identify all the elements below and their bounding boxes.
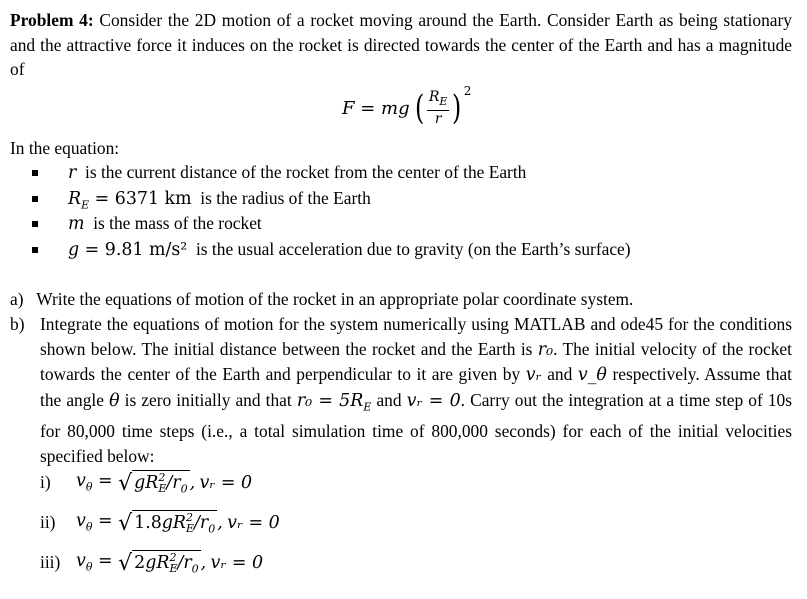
sqrt-expression: √ $gR^2_E/r_0$: [118, 471, 188, 497]
case-i: i) $v_\theta$ = √ $gR^2_E/r_0$ , vᵣ = 0: [40, 471, 253, 497]
variable-value: = 9.81 m/s²: [79, 239, 188, 260]
sqrt-expression: √ $2gR^2_E/r_0$: [118, 551, 199, 577]
bullet-square-icon: [32, 196, 38, 202]
case-separator: ,: [189, 472, 196, 493]
equation-numerator-sub: E: [439, 94, 448, 108]
part-b-text-5: . Carry out the integration at a time step of 10s for 80,000 time steps (i.e., a total simulation time of 800,000 seconds) for each of the initial velocities specified below:: [40, 389, 792, 466]
intro-text: Consider the 2D motion of a rocket moving around the Earth. Consider Earth as being stationary and the attractive force it induces on the rocket is directed towards the center of the Earth and has a magnitude of: [10, 10, 792, 79]
right-paren: ): [452, 88, 462, 128]
part-a: [10, 287, 633, 312]
case-coefficient: 2: [134, 552, 146, 573]
variable-description: is the current distance of the rocket from the center of the Earth: [85, 162, 527, 182]
bullet-square-icon: [32, 170, 38, 176]
part-b-text-2: . The initial velocity of the rocket towards the center of the Earth and perpendicular to it are given by: [40, 338, 792, 384]
part-a-label: a): [10, 289, 24, 309]
left-paren: (: [414, 88, 424, 128]
case-separator: ,: [200, 552, 207, 573]
variable-subscript: E: [81, 197, 90, 211]
case-vr: vᵣ = 0: [199, 472, 253, 493]
part-b-text: Integrate the equations of motion for the system numerically using MATLAB and ode45 for the conditions shown below. The initial distance between the rocket and the Earth is r₀. The initial velocity of the rocket towards the center of the Earth and perpendicular to it are given by vᵣ and v_θ respectively. Assume that the angle θ is zero initially and that $r_0 = 5R_E$ and vᵣ = 0. Carry out the integration at a time step of 10s for 80,000 time steps (i.e., a total simulation time of 800,000 seconds) for each of the initial velocities specified below:: [40, 314, 792, 466]
variable-description: is the mass of the rocket: [93, 213, 262, 233]
part-b-text-3: respectively. Assume that the angle: [40, 364, 792, 410]
case-vr: vᵣ = 0: [227, 512, 280, 533]
variable-description: is the usual acceleration due to gravity (on the Earth’s surface): [195, 238, 631, 259]
part-b-text-4: is zero initially and that: [124, 389, 292, 410]
case-label: iii): [40, 552, 61, 573]
case-vr: vᵣ = 0: [210, 552, 264, 573]
variable-description: is the radius of the Earth: [200, 187, 371, 208]
vr-equation: vᵣ = 0: [406, 390, 461, 411]
case-label: ii): [40, 512, 56, 533]
list-item: [30, 186, 631, 212]
problem-heading: Problem 4:: [10, 10, 94, 30]
legend-label: In the equation:: [10, 138, 120, 158]
list-item: [30, 237, 631, 263]
variable-symbol: g: [68, 239, 80, 260]
bullet-square-icon: [32, 221, 38, 227]
list-item: [30, 160, 631, 186]
variable-symbol: m: [68, 214, 85, 234]
part-b-label: b): [10, 314, 25, 334]
r0-equation: r₀ = 5R: [296, 390, 364, 411]
list-item: [30, 211, 631, 237]
bullet-square-icon: [32, 247, 38, 253]
variable-symbol: R: [68, 188, 82, 209]
sqrt-expression: √ $1.8gR^2_E/r_0$: [118, 511, 216, 537]
theta-symbol: θ: [109, 390, 120, 411]
case-iii: iii) $v_\theta$ = √ $2gR^2_E/r_0$ , vᵣ = 0: [40, 551, 264, 577]
r0-symbol: r₀: [537, 339, 554, 360]
part-a-text: Write the equations of motion of the rocket in an appropriate polar coordinate system.: [36, 289, 634, 309]
equation-lhs: F = mg: [342, 97, 410, 119]
force-equation: [342, 82, 471, 134]
equation-fraction: [427, 89, 450, 127]
part-b-and-2: and: [376, 389, 402, 410]
equation-numerator: R: [428, 89, 440, 106]
part-b-and: and: [547, 364, 573, 384]
intro-paragraph: [10, 8, 792, 82]
variable-symbol: r: [68, 163, 77, 183]
part-b-text-1: Integrate the equations of motion for the system numerically using MATLAB and ode45 for the conditions shown below. The initial distance between the rocket and the Earth is: [40, 314, 792, 359]
vtheta-symbol: v_θ: [577, 365, 607, 385]
case-coefficient: 1.8: [134, 512, 162, 533]
case-label: i): [40, 472, 51, 493]
case-ii: ii) $v_\theta$ = √ $1.8gR^2_E/r_0$ , vᵣ = 0: [40, 511, 280, 537]
equation-denominator: r: [434, 110, 442, 127]
variable-value: = 6371 km: [89, 188, 192, 209]
equation-exponent: 2: [463, 84, 472, 98]
vr-symbol: vᵣ: [525, 365, 542, 385]
variable-list: [30, 160, 631, 262]
case-separator: ,: [217, 512, 223, 533]
